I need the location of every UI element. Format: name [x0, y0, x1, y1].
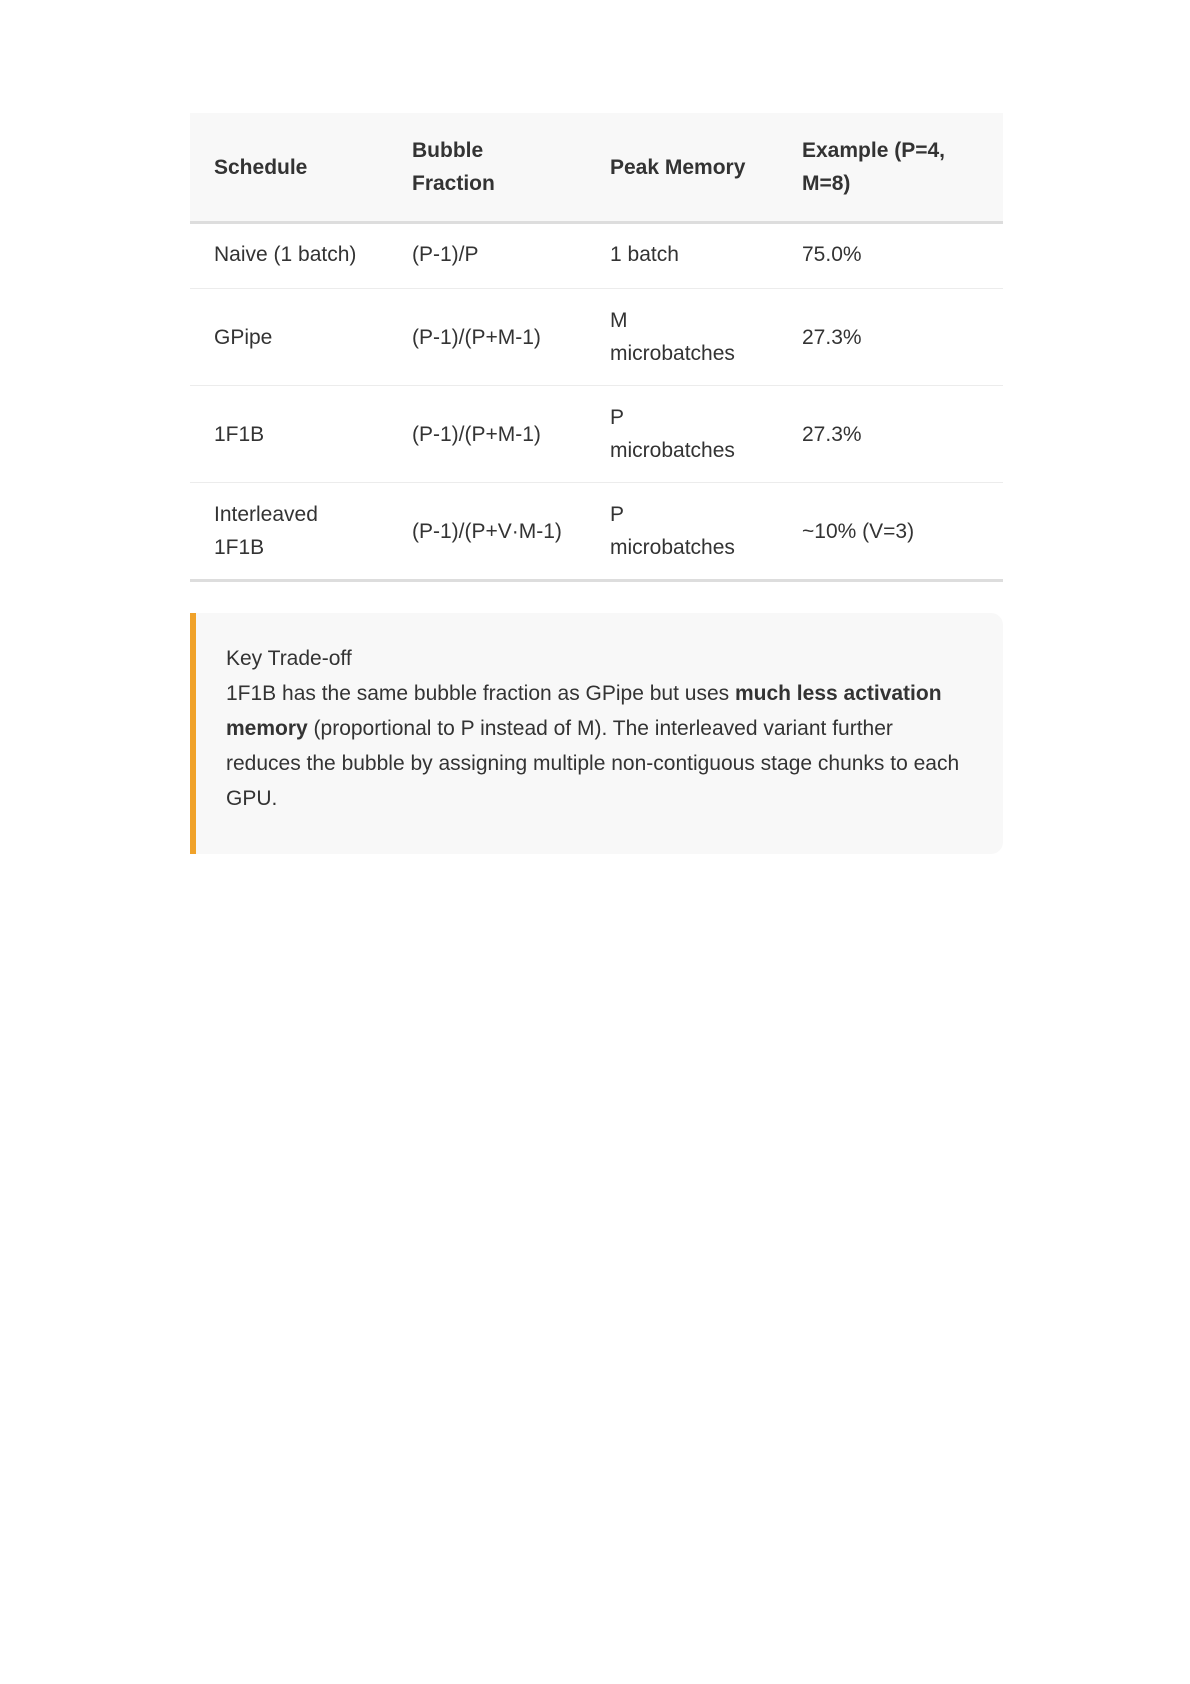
- cell-peak-memory: M microbatches: [586, 289, 778, 386]
- table-header-row: [190, 113, 1003, 223]
- cell-schedule: Interleaved 1F1B: [190, 483, 388, 581]
- schedule-comparison-table: [190, 113, 1003, 582]
- table-row: [190, 223, 1003, 289]
- key-tradeoff-callout: [190, 613, 1003, 854]
- header-example: Example (P=4, M=8): [778, 113, 1003, 223]
- header-schedule: Schedule: [190, 113, 388, 223]
- cell-peak-memory: P microbatches: [586, 386, 778, 483]
- cell-bubble-fraction: (P-1)/P: [388, 223, 586, 289]
- header-peak-memory: Peak Memory: [586, 113, 778, 223]
- cell-schedule: GPipe: [190, 289, 388, 386]
- page-content: [190, 113, 1003, 854]
- cell-schedule: Naive (1 batch): [190, 223, 388, 289]
- cell-schedule: 1F1B: [190, 386, 388, 483]
- callout-text-after: (proportional to P instead of M). The interleaved variant further reduces the bubble by assigning multiple non-contiguous stage chunks to each GPU.: [226, 717, 960, 810]
- table-header: [190, 113, 1003, 223]
- cell-bubble-fraction: (P-1)/(P+M-1): [388, 289, 586, 386]
- cell-bubble-fraction: (P-1)/(P+M-1): [388, 386, 586, 483]
- table-row: [190, 289, 1003, 386]
- table-body: [190, 223, 1003, 581]
- cell-example: ~10% (V=3): [778, 483, 1003, 581]
- callout-text-before: 1F1B has the same bubble fraction as GPipe but uses: [226, 682, 735, 705]
- callout-text-bold: much less activation memory: [226, 682, 942, 740]
- cell-bubble-fraction: (P-1)/(P+V·M-1): [388, 483, 586, 581]
- cell-example: 75.0%: [778, 223, 1003, 289]
- header-bubble-fraction: Bubble Fraction: [388, 113, 586, 223]
- cell-example: 27.3%: [778, 386, 1003, 483]
- table-row: [190, 386, 1003, 483]
- table-row: [190, 483, 1003, 581]
- cell-peak-memory: 1 batch: [586, 223, 778, 289]
- cell-example: 27.3%: [778, 289, 1003, 386]
- cell-peak-memory: P microbatches: [586, 483, 778, 581]
- callout-title: Key Trade-off: [226, 647, 352, 670]
